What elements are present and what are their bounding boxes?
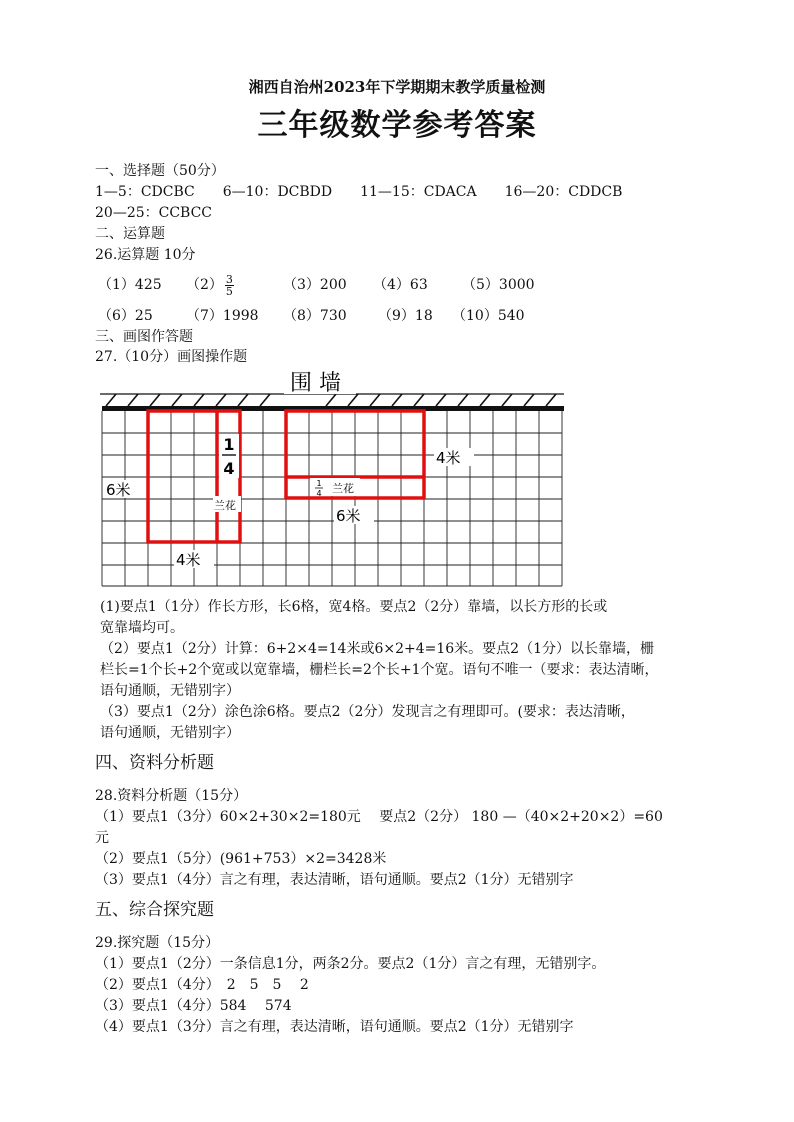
right-fraction-numerator: 1	[316, 479, 322, 488]
fraction-three-fifths	[225, 274, 234, 297]
q27-point1: (1)要点1（1分）作长方形，长6格，宽4格。要点2（2分）靠墙，以长方形的长或	[100, 599, 608, 615]
q29-answer1: （1）要点1（2分）一条信息1分，两条2分。要点2（1分）言之有理，无错别字。	[95, 956, 606, 972]
left-side-length-label: 6米	[106, 481, 131, 499]
section5-heading: 五、综合探究题	[95, 900, 214, 920]
calc-answer-8: （8）730	[283, 308, 347, 324]
calc-answer-7: （7）1998	[186, 308, 259, 324]
section3-heading: 三、画图作答题	[95, 329, 193, 345]
section4-heading: 四、资料分析题	[95, 753, 214, 773]
q29-answer2: （2）要点1（4分） 2 5 5 2	[95, 977, 309, 993]
calc-answer-10: （10）540	[452, 308, 525, 324]
exam-subtitle: 湘西自治州2023年下学期期末教学质量检测	[248, 78, 546, 96]
section2-subheading: 26.运算题 10分	[95, 247, 196, 263]
left-fraction-numerator: 1	[223, 435, 235, 454]
section1-answers-line1: 1—5：CDCBC 6—10：DCBDD 11—15：CDACA 16—20：CDDCB	[95, 184, 623, 200]
left-bottom-length-label: 4米	[176, 551, 201, 569]
calc-answer-2-prefix: （2）	[186, 277, 223, 293]
wall-label: 围 墙	[290, 371, 341, 396]
right-fraction-denominator: 4	[316, 489, 322, 498]
right-bottom-length-label: 6米	[336, 507, 361, 525]
q28-answer1-cont: 元	[95, 830, 109, 846]
left-fraction-denominator: 4	[223, 459, 235, 478]
q29-answer3: （3）要点1（4分）584 574	[95, 998, 292, 1014]
calc-answer-2	[186, 268, 234, 302]
section5-subheading: 29.探究题（15分）	[95, 935, 220, 951]
q28-answer2: （2）要点1（5分）(961+753）×2=3428米	[95, 851, 387, 867]
section1-answers-line2: 20—25：CCBCC	[95, 205, 213, 221]
fraction-numerator: 3	[225, 272, 233, 286]
q28-answer1: （1）要点1（3分）60×2+30×2=180元 要点2（2分） 180 —（40×2+20×2）=60	[95, 809, 663, 825]
section4-subheading: 28.资料分析题（15分）	[95, 788, 248, 804]
calc-answer-4: （4）63	[373, 277, 428, 293]
q27-point2-cont2: 语句通顺，无错别字）	[100, 683, 240, 699]
section1-heading: 一、选择题（50分）	[95, 163, 225, 179]
q27-point1-cont: 宽靠墙均可。	[100, 620, 184, 636]
q27-point2: （2）要点1（2分）计算：6+2×4=14米或6×2+4=16米。要点2（1分）以长靠墙，栅	[100, 641, 654, 657]
q27-point2-cont1: 栏长=1个长+2个宽或以宽靠墙，栅栏长=2个长+1个宽。语句不唯一（要求：表达清晰，	[100, 662, 659, 678]
section3-subheading: 27.（10分）画图操作题	[95, 349, 248, 365]
calc-answer-3: （3）200	[283, 277, 347, 293]
q27-point3-cont: 语句通顺，无错别字）	[100, 725, 240, 741]
left-flower-label: 兰花	[214, 499, 236, 512]
calc-answer-5: （5）3000	[462, 277, 535, 293]
page-title: 三年级数学参考答案	[257, 108, 537, 143]
calc-answer-9: （9）18	[378, 308, 433, 324]
right-side-length-label: 4米	[436, 449, 461, 467]
q29-answer4: （4）要点1（3分）言之有理，表达清晰，语句通顺。要点2（1分）无错别字	[95, 1019, 574, 1035]
section2-heading: 二、运算题	[95, 226, 165, 242]
q27-point3: （3）要点1（2分）涂色涂6格。要点2（2分）发现言之有理即可。(要求：表达清晰，	[100, 704, 635, 720]
calc-answer-1: （1）425	[98, 277, 162, 293]
right-flower-label: 兰花	[332, 482, 354, 495]
calc-answer-6: （6）25	[98, 308, 153, 324]
q28-answer3: （3）要点1（4分）言之有理，表达清晰，语句通顺。要点2（1分）无错别字	[95, 872, 574, 888]
fraction-denominator: 5	[225, 284, 233, 298]
fence-grid-figure	[100, 368, 570, 590]
